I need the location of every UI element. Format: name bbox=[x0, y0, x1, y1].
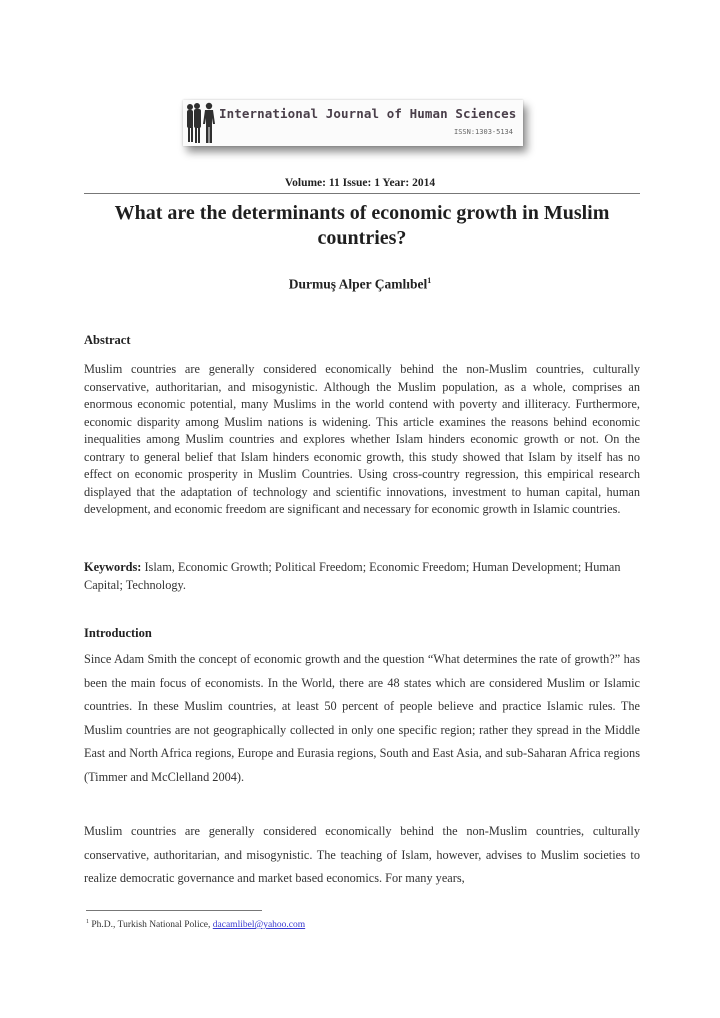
footnote-text: Ph.D., Turkish National Police, bbox=[89, 920, 213, 931]
author-line bbox=[0, 276, 720, 293]
journal-name: International Journal of Human Sciences bbox=[219, 106, 517, 121]
abstract-heading: Abstract bbox=[84, 333, 131, 347]
people-silhouettes-icon bbox=[185, 102, 217, 144]
author-name: Durmuş Alper Çamlıbel bbox=[288, 276, 428, 292]
footnote-divider bbox=[86, 910, 262, 911]
paper-title: What are the determinants of economic growth in Muslim countries? bbox=[114, 202, 610, 249]
footnote-marker: 1 bbox=[86, 919, 89, 925]
journal-issn: ISSN:1303-5134 bbox=[453, 128, 513, 136]
introduction-heading: Introduction bbox=[84, 626, 152, 640]
volume-issue-year: Volume: 11 Issue: 1 Year: 2014 bbox=[284, 177, 436, 189]
header-divider bbox=[84, 193, 640, 194]
keywords-text: Islam, Economic Growth; Political Freedom; Economic Freedom; Human Development; Human Capital; Technology. bbox=[84, 560, 621, 592]
keywords-label: Keywords: bbox=[84, 560, 142, 574]
journal-banner bbox=[183, 100, 523, 146]
author-footnote-marker: 1 bbox=[427, 276, 432, 285]
footnote bbox=[86, 919, 305, 930]
abstract-text: Muslim countries are generally considered economically behind the non-Muslim countries, culturally conservative, authoritarian, and misogynistic. Although the Muslim population, as a whole, comprises an enormous economic potential, many Muslims in the world contend with poverty and illiteracy. Furthermore, economic disparity among Muslim nations is widening. This article examines the reasons behind economic inequalities among Muslim countries and explores whether Islam hinders economic growth or not. On the contrary to general belief that Islam hinders economic growth, this study showed that Islam by itself has no effect on economic prosperity in Muslim Countries. Using cross-country regression, this empirical research displayed that the adaptation of technology and scientific innovations, investment to human capital, human development, and economic freedom are significant and necessary for economic growth in Islamic countries. bbox=[84, 362, 640, 516]
author-email-link[interactable]: dacamlibel@yahoo.com bbox=[212, 920, 306, 931]
intro-paragraph-1: Since Adam Smith the concept of economic growth and the question “What determines the rate of growth?” has been the main focus of economists. In the World, there are 48 states which are considered Muslim or Islamic countries. In these Muslim countries, at least 50 percent of people believe and practice Islamic rules. The Muslim countries are not geographically collected in only one specific region; rather they spread in the Middle East and North Africa regions, Europe and Eurasia regions, South and East Asia, and sub-Saharan Africa regions (Timmer and McClelland 2004). bbox=[84, 652, 640, 784]
keywords bbox=[84, 559, 640, 594]
intro-paragraph-2: Muslim countries are generally considered economically behind the non-Muslim countries, culturally conservative, authoritarian, and misogynistic. The teaching of Islam, however, advises to Muslim societies to realize democratic governance and market based economics. For many years, bbox=[84, 824, 640, 885]
